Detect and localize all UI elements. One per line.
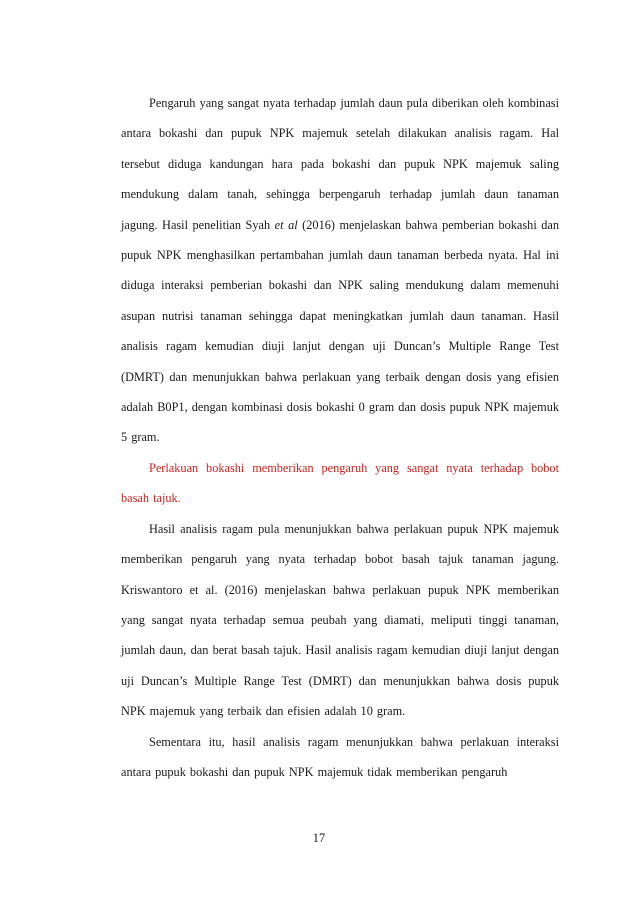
paragraph-interaction: Sementara itu, hasil analisis ragam menunjukkan bahwa perlakuan interaksi antara pupuk bokashi dan pupuk NPK majemuk tidak memberikan pengaruh — [121, 734, 559, 779]
body-text — [121, 88, 559, 787]
paragraph-text: Pengaruh yang sangat nyata terhadap jumlah daun pula diberikan oleh kombinasi antara bokashi dan pupuk NPK majemuk setelah dilakukan analisis ragam. Hal tersebut diduga kandungan hara pada bokashi dan pupuk NPK majemuk saling mendukung dalam tanah, sehingga berpengaruh terhadap jumlah daun tanaman jagung. Hasil penelitian Syah — [121, 96, 559, 232]
paragraph-text-continued: (2016) menjelaskan bahwa pemberian bokashi dan pupuk NPK menghasilkan pertambahan jumlah daun tanaman berbeda nyata. Hal ini diduga interaksi pemberian bokashi dan NPK saling mendukung dalam memenuhi asupan nutrisi tanaman sehingga dapat meningkatkan jumlah daun tanaman. Hasil analisis ragam kemudian diuji lanjut dengan uji Duncan’s Multiple Range Test (DMRT) dan menunjukkan bahwa perlakuan yang terbaik dengan dosis yang efisien adalah B0P1, dengan kombinasi dosis bokashi 0 gram dan dosis pupuk NPK majemuk 5 gram. — [121, 217, 560, 445]
italic-citation: et al — [274, 217, 298, 232]
paragraph-highlighted-finding: Perlakuan bokashi memberikan pengaruh yang sangat nyata terhadap bobot basah tajuk. — [121, 460, 559, 506]
page-number: 17 — [312, 831, 326, 845]
paragraph-npk-effect: Hasil analisis ragam pula menunjukkan bahwa perlakuan pupuk NPK majemuk memberikan pengaruh yang nyata terhadap bobot basah tajuk tanaman jagung. Kriswantoro et al. (2016) menjelaskan bahwa perlakuan pupuk NPK memberikan yang sangat nyata terhadap semua peubah yang diamati, meliputi tinggi tanaman, jumlah daun, dan berat basah tajuk. Hasil analisis ragam kemudian diuji lanjut dengan uji Duncan’s Multiple Range Test (DMRT) dan menunjukkan bahwa dosis pupuk NPK majemuk yang terbaik dan efisien adalah 10 gram. — [121, 521, 559, 719]
paragraph-leaf-count — [121, 88, 559, 453]
